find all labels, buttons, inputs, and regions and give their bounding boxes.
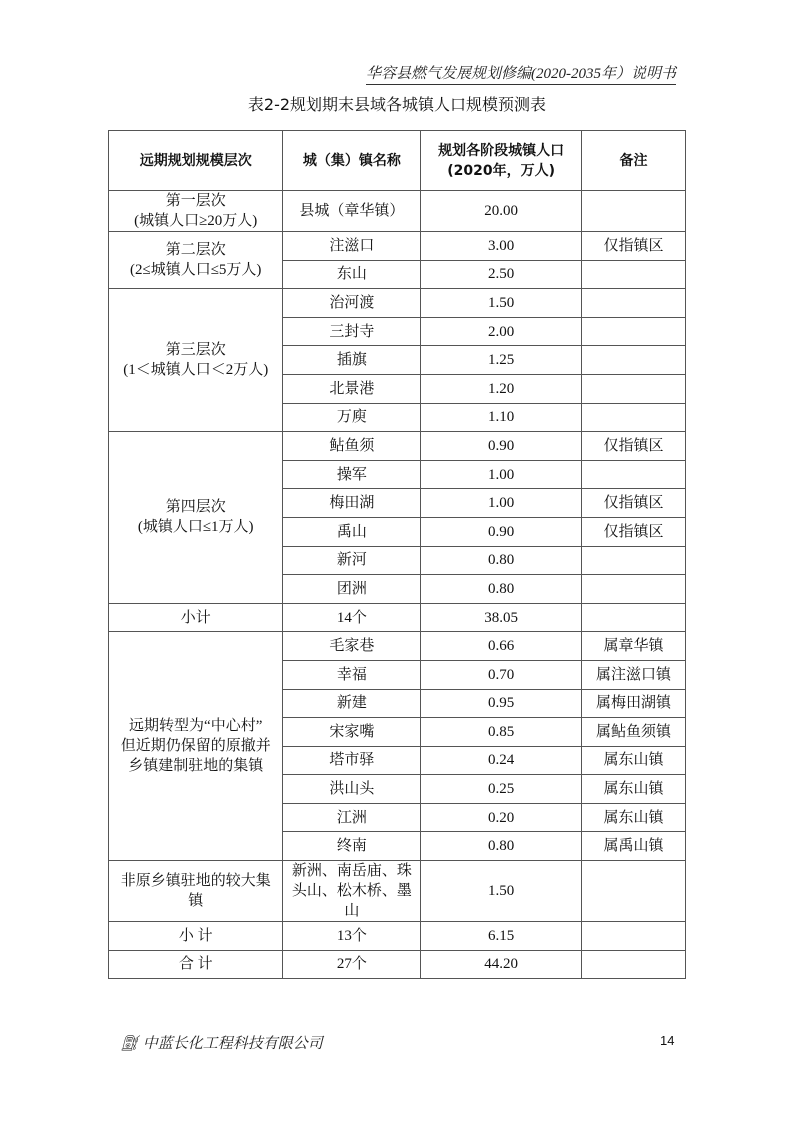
town-cell: 操军 [283,460,421,489]
tier-cell [109,289,283,432]
tier-label: 非原乡镇驻地的较大集 [120,873,271,890]
town-cell: 13个 [283,922,421,951]
town-cell: 北景港 [283,374,421,403]
tier-label: 小计 [180,609,211,626]
remarks-cell [581,260,685,289]
remarks-cell [581,546,685,575]
company-logo-icon: ⛽︎ [120,1036,140,1052]
tier-cell [109,432,283,604]
tier-label: 乡镇建制驻地的集镇 [128,758,264,775]
remarks-cell [581,950,685,979]
population-cell: 0.95 [421,689,582,718]
remarks-cell [581,191,685,232]
remarks-cell: 属章华镇 [581,632,685,661]
remarks-cell [581,289,685,318]
population-cell: 2.00 [421,317,582,346]
remarks-cell [581,922,685,951]
table-row [109,232,686,261]
tier-label: 但近期仍保留的原撤并 [120,738,271,755]
tier-label: 远期转型为“中心村” [129,718,263,735]
town-cell: 新河 [283,546,421,575]
remarks-cell [581,317,685,346]
remarks-cell [581,403,685,432]
remarks-cell: 仅指镇区 [581,432,685,461]
population-cell: 2.50 [421,260,582,289]
table-row [109,922,686,951]
tier-label: (1＜城镇人口＜2万人) [123,362,269,379]
population-cell: 0.80 [421,546,582,575]
population-cell: 1.50 [421,861,582,922]
town-cell: 宋家嘴 [283,718,421,747]
town-cell: 幸福 [283,660,421,689]
remarks-cell [581,603,685,632]
tier-label: 第一层次 [165,193,226,209]
tier-label: (城镇人口≥20万人) [134,213,258,229]
col-header-population [421,131,582,191]
population-cell: 1.25 [421,346,582,375]
population-cell: 0.66 [421,632,582,661]
town-cell: 14个 [283,603,421,632]
table-row [109,632,686,661]
town-cell: 江洲 [283,803,421,832]
population-cell: 0.90 [421,432,582,461]
town-cell: 禹山 [283,517,421,546]
tier-cell [109,232,283,289]
remarks-cell: 属鲇鱼须镇 [581,718,685,747]
remarks-cell: 属梅田湖镇 [581,689,685,718]
population-cell: 0.20 [421,803,582,832]
town-cell: 毛家巷 [283,632,421,661]
col-header-population-line1: 规划各阶段城镇人口 [438,142,565,159]
population-cell: 38.05 [421,603,582,632]
tier-cell [109,922,283,951]
page-number: 14 [660,1033,675,1048]
population-cell: 1.00 [421,489,582,518]
tier-cell [109,191,283,232]
company-name: 中蓝长化工程科技有限公司 [142,1036,323,1052]
table-row [109,191,686,232]
tier-label: 第三层次 [165,342,226,359]
table-row [109,950,686,979]
town-cell: 治河渡 [283,289,421,318]
town-cell: 新洲、南岳庙、珠头山、松木桥、墨山 [283,861,421,922]
table-row [109,432,686,461]
town-cell: 县城（章华镇） [283,191,421,232]
remarks-cell [581,346,685,375]
remarks-cell [581,460,685,489]
population-cell: 20.00 [421,191,582,232]
tier-label: 小 计 [178,927,213,944]
running-header: 华容县燃气发展规划修编(2020-2035年）说明书 [366,62,676,85]
tier-label: 第四层次 [165,499,226,516]
remarks-cell: 属东山镇 [581,803,685,832]
population-cell: 0.25 [421,775,582,804]
col-header-tier: 远期规划规模层次 [109,131,283,191]
remarks-cell [581,575,685,604]
town-cell: 终南 [283,832,421,861]
remarks-cell [581,374,685,403]
population-cell: 1.50 [421,289,582,318]
remarks-cell: 仅指镇区 [581,489,685,518]
tier-cell [109,632,283,861]
town-cell: 洪山头 [283,775,421,804]
population-cell: 6.15 [421,922,582,951]
population-cell: 3.00 [421,232,582,261]
population-cell: 1.20 [421,374,582,403]
company-footer [120,1032,323,1053]
tier-label: 第二层次 [165,242,226,259]
table-title: 表2-2规划期末县域各城镇人口规模预测表 [247,95,547,114]
remarks-cell: 仅指镇区 [581,232,685,261]
population-cell: 1.00 [421,460,582,489]
remarks-cell: 属禹山镇 [581,832,685,861]
population-cell: 1.10 [421,403,582,432]
town-cell: 东山 [283,260,421,289]
town-cell: 三封寺 [283,317,421,346]
tier-cell [109,950,283,979]
tier-cell [109,603,283,632]
col-header-town: 城（集）镇名称 [283,131,421,191]
population-table [108,130,686,979]
table-row [109,861,686,922]
town-cell: 万庾 [283,403,421,432]
town-cell: 团洲 [283,575,421,604]
remarks-cell: 仅指镇区 [581,517,685,546]
population-cell: 0.70 [421,660,582,689]
remarks-cell [581,861,685,922]
population-cell: 0.90 [421,517,582,546]
tier-label: 镇 [188,893,204,910]
col-header-remarks: 备注 [581,131,685,191]
town-cell: 塔市驿 [283,746,421,775]
population-cell: 0.24 [421,746,582,775]
population-cell: 0.85 [421,718,582,747]
table-row [109,289,686,318]
population-cell: 0.80 [421,832,582,861]
population-cell: 0.80 [421,575,582,604]
town-cell: 注滋口 [283,232,421,261]
town-cell: 新建 [283,689,421,718]
tier-label: (2≤城镇人口≤5万人) [129,262,262,279]
remarks-cell: 属注滋口镇 [581,660,685,689]
town-cell: 鲇鱼须 [283,432,421,461]
town-cell: 插旗 [283,346,421,375]
town-cell: 27个 [283,950,421,979]
tier-label: (城镇人口≤1万人) [137,519,254,536]
remarks-cell: 属东山镇 [581,746,685,775]
col-header-population-line2: (2020年，万人) [447,162,556,179]
town-cell: 梅田湖 [283,489,421,518]
tier-cell [109,861,283,922]
table-header-row [109,131,686,191]
population-cell: 44.20 [421,950,582,979]
table-row [109,603,686,632]
tier-label: 合 计 [178,956,213,973]
remarks-cell: 属东山镇 [581,775,685,804]
